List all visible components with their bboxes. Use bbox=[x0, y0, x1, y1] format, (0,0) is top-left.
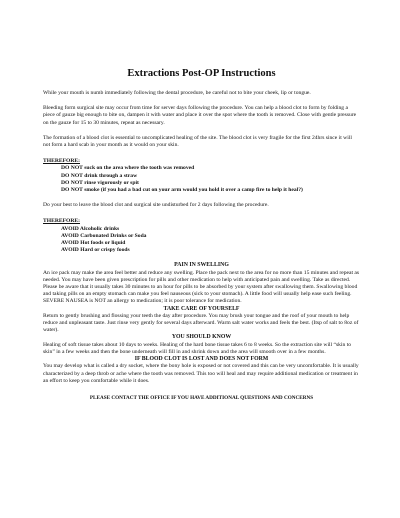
contact-notice: PLEASE CONTACT THE OFFICE IF YOU HAVE ADDITIONAL QUESTIONS AND CONCERNS bbox=[89, 394, 314, 401]
rule-text: Alcoholic drinks bbox=[78, 225, 120, 232]
section-heading-know: YOU SHOULD KNOW bbox=[171, 334, 232, 341]
list-item bbox=[61, 187, 360, 194]
rule-text: Carbonated Drinks or Soda bbox=[78, 232, 147, 239]
list-item bbox=[61, 226, 360, 233]
list-item bbox=[61, 233, 360, 240]
rule-keyword: DO NOT bbox=[61, 165, 83, 172]
page-title: Extractions Post-OP Instructions bbox=[127, 68, 276, 79]
rule-text: rinse vigorously or spit bbox=[82, 179, 139, 186]
pain-paragraph: An ice pack may make the area feel better and reduce any swelling. Place the pack next to the area for no more than 15 minutes and repeat as needed. You may have been given prescription for pills and other medication to help with anticipated pain and swelling. Take as directed. Please be aware that it usually takes 30 minutes to an hour for pills to be absorbed by your system after swallowing them. Swallowing blood and taking pills on an empty stomach can make you feel nauseous (sick to your stomach). A little food will usually help ease such feeling. SEVERE NAUSEA is NOT an allergy to medication; it is poor tolerance for medication. bbox=[43, 269, 360, 305]
section-heading-pain: PAIN IN SWELLING bbox=[174, 262, 229, 269]
list-item bbox=[61, 173, 360, 180]
rule-keyword: AVOID bbox=[61, 240, 79, 247]
list-item bbox=[61, 240, 360, 247]
rule-text: Hot foods or liquid bbox=[78, 240, 126, 247]
section-heading-care: TAKE CARE OF YOURSELF bbox=[163, 305, 240, 312]
therefore-heading-1: THEREFORE: bbox=[43, 158, 80, 165]
know-paragraph: Healing of soft tissue takes about 10 days to weeks. Healing of the hard bone tissue takes 6 to 8 weeks. So the extraction site will “skin to skin” in a few weeks and then the bone underneath will fill in and shrink down and the area will smooth over in a few months. bbox=[43, 341, 352, 355]
list-item bbox=[61, 247, 360, 254]
rule-text: suck on the area where the tooth was removed bbox=[82, 165, 195, 172]
rule-text: Hard or crispy foods bbox=[78, 247, 130, 254]
rule-keyword: AVOID bbox=[61, 247, 79, 254]
rule-keyword: AVOID bbox=[61, 225, 79, 232]
care-paragraph: Return to gently brushing and flossing your teeth the day after procedure. You may brush your tongue and the roof of your mouth to help reduce and unpleasant taste. Just rinse very gently for several days afterward. Warm salt water works and feels the best. (Itsp of salt to 8oz of water). bbox=[43, 312, 359, 334]
rule-text: drink through a straw bbox=[82, 172, 138, 179]
rule-text: smoke (if you had a bad cut on your arm would you hold it over a camp fire to help it heal?) bbox=[82, 187, 303, 194]
section-heading-lost-clot: IF BLOOD CLOT IS LOST AND DOES NOT FORM bbox=[134, 356, 269, 363]
undisturbed-paragraph: Do your best to leave the blood clot and surgical site undisturbed for 2 days following the procedure. bbox=[43, 202, 269, 209]
rule-keyword: DO NOT bbox=[61, 187, 83, 194]
do-not-list bbox=[43, 165, 360, 194]
bleeding-paragraph: Bleeding form surgical site may occur from time for server days following the procedure. You can help a blood clot to form by folding a piece of gauze big enough to bite on, dampen it with water and place it over the spot where the tooth is removed. Close with gentle pressure on the gauze for 15 to 30 minutes, repeat as necessary. bbox=[43, 105, 357, 126]
rule-keyword: AVOID bbox=[61, 232, 79, 239]
list-item bbox=[61, 165, 360, 172]
blood-clot-paragraph: The formation of a blood clot is essential to uncomplicated healing of the site. The blood clot is very fragile for the first 24hrs since it will not form a hard scab in your month as it would on your skin. bbox=[43, 134, 352, 149]
rule-keyword: DO NOT bbox=[61, 172, 83, 179]
lost-clot-paragraph: You may develop what is called a dry socket, where the bony hole is exposed or not covered and this can be very uncomfortable. It is usually characterized by a deep throb or ache where the tooth was removed. This too will heal and may require additional medication or treatment in an effort to keep you comfortable while it does. bbox=[43, 363, 359, 384]
intro-paragraph: While your mouth is numb immediately following the dental procedure, be careful not to bite your cheek, lip or tongue. bbox=[43, 90, 311, 96]
list-item bbox=[61, 180, 360, 187]
avoid-list bbox=[43, 226, 360, 255]
rule-keyword: DO NOT bbox=[61, 179, 83, 186]
therefore-heading-2: THEREFORE: bbox=[43, 218, 80, 225]
